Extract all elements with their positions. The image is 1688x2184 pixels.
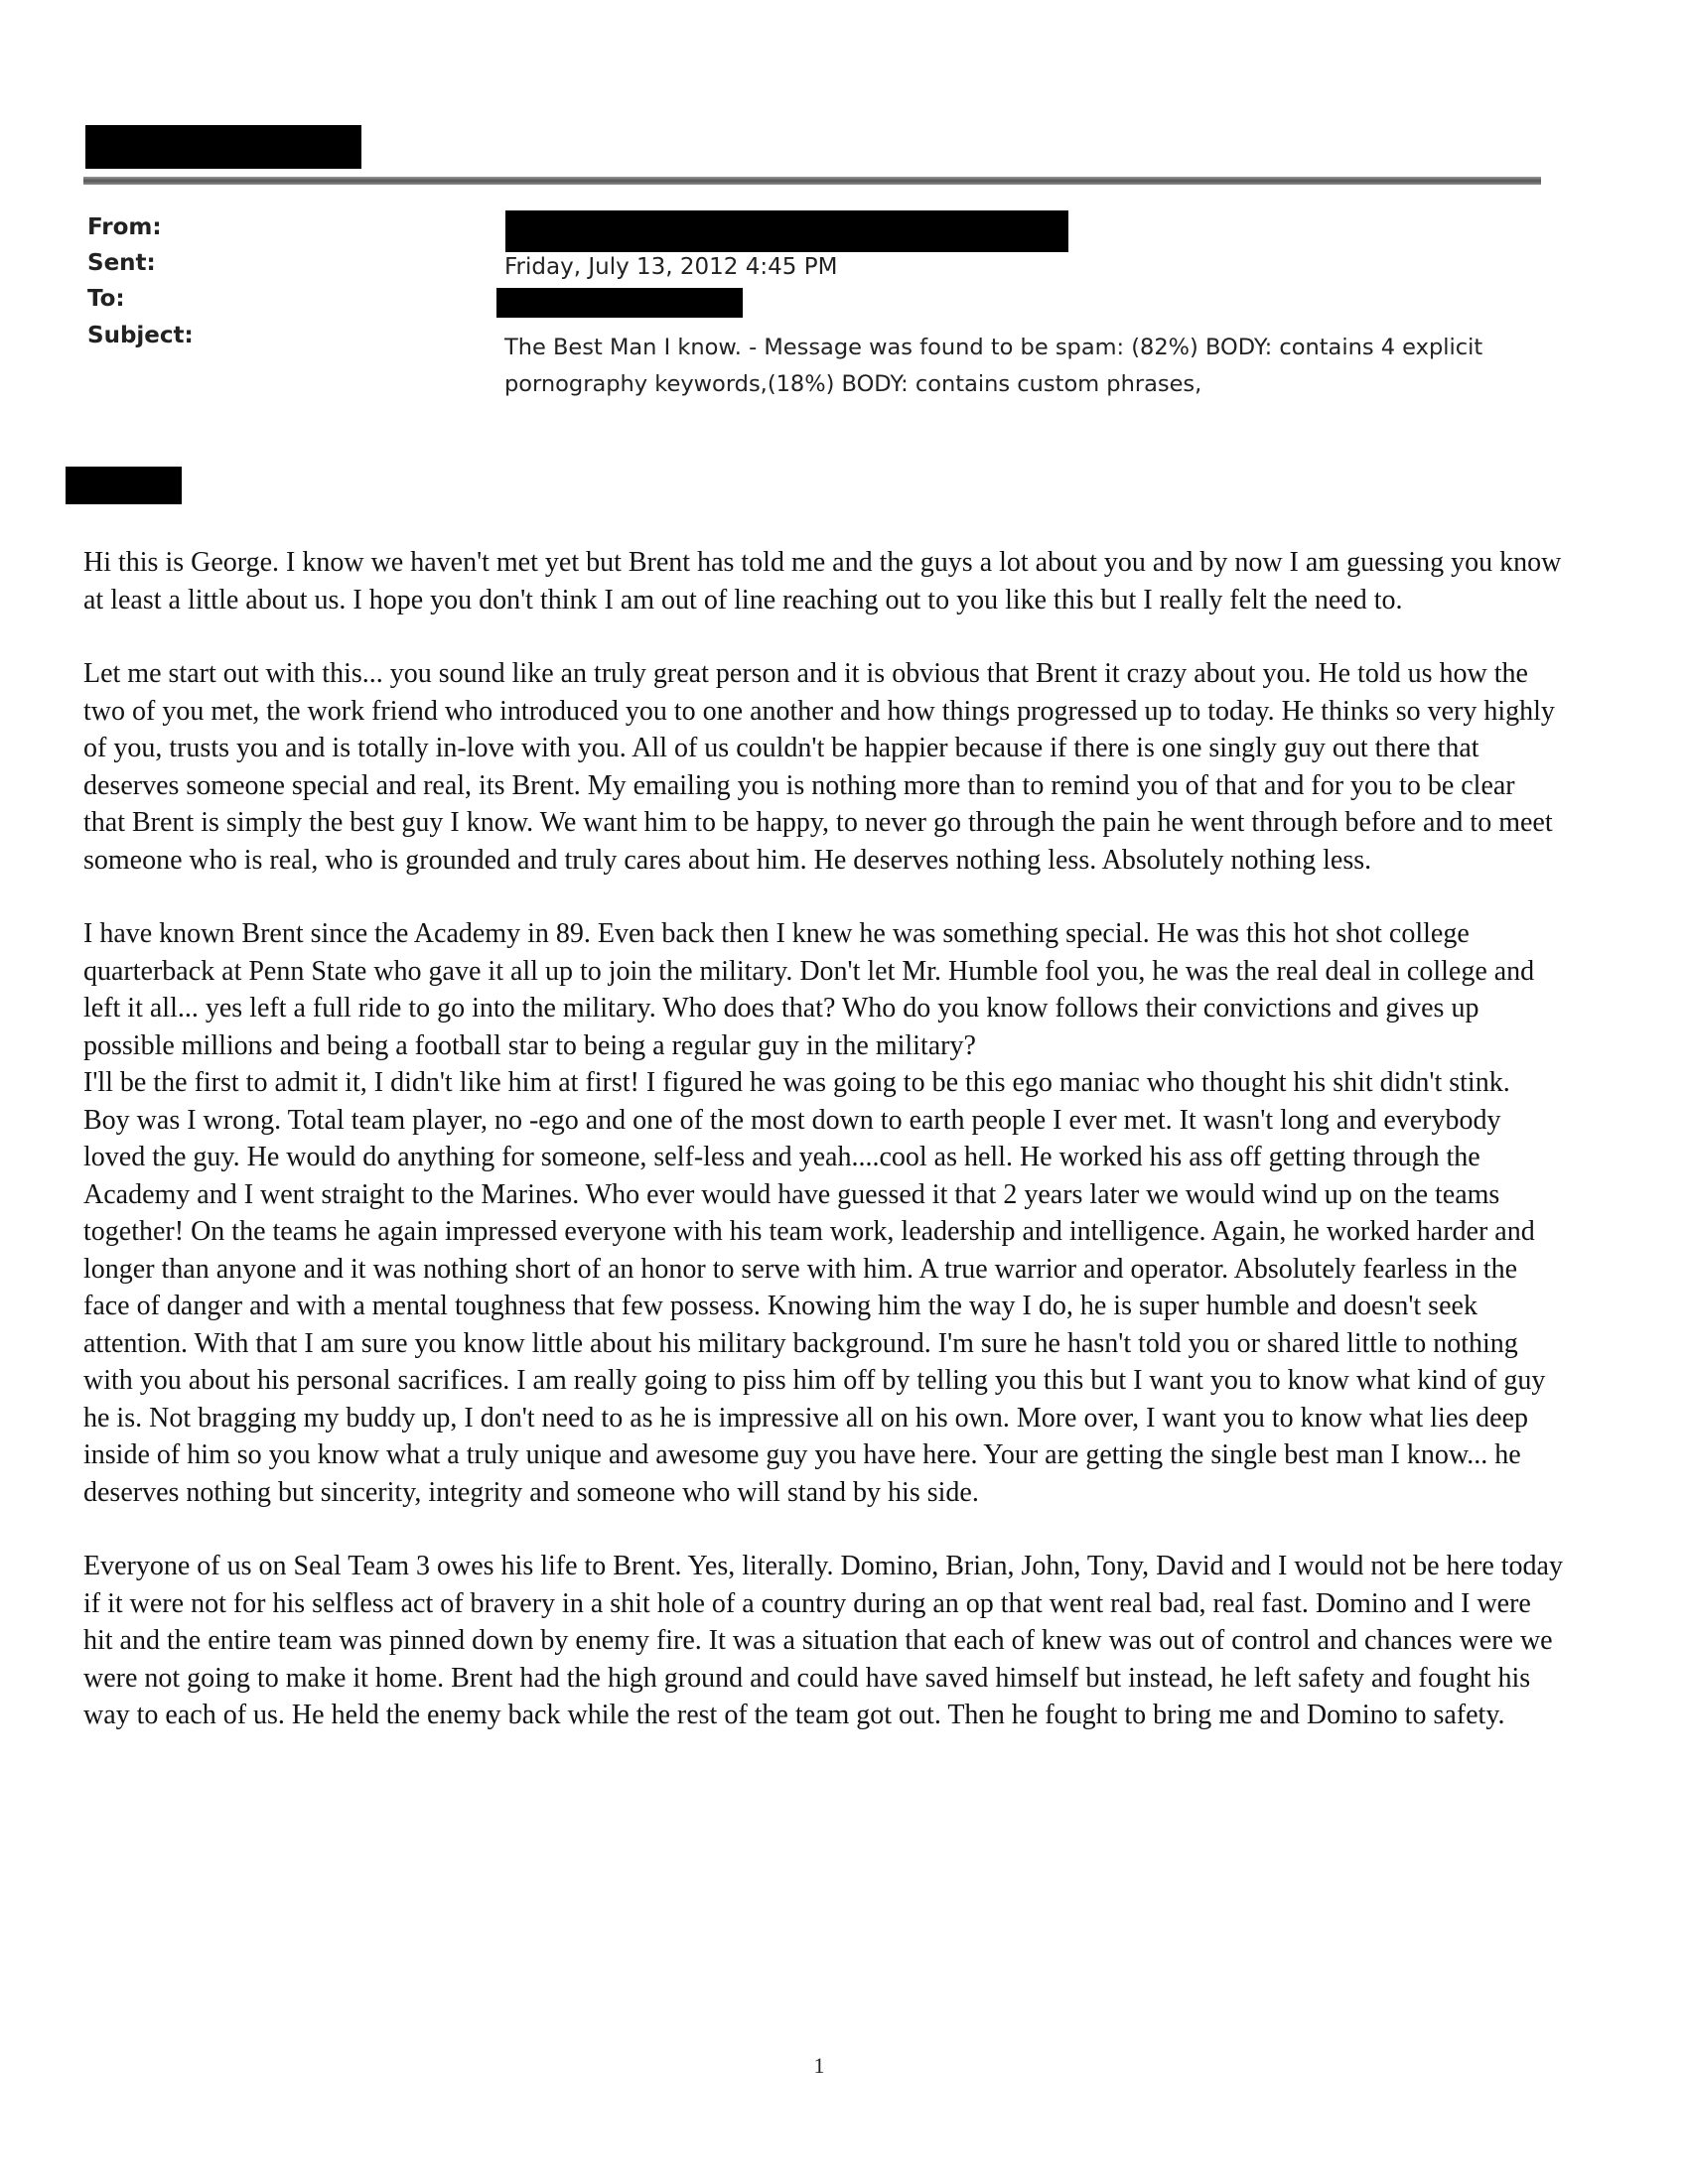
sent-value: Friday, July 13, 2012 4:45 PM: [504, 254, 838, 280]
subject-label: Subject:: [87, 323, 194, 348]
redaction-top-left: [85, 125, 361, 169]
from-label: From:: [87, 214, 162, 240]
paragraph-seal-team: Everyone of us on Seal Team 3 owes his life to Brent. Yes, literally. Domino, Brian, John, Tony, David and I would not be here today if it were not for his selfless act of bravery in a shit hole of a country during an op that went real bad, real fast. Domino and I were hit and the entire team was pinned down by enemy fire. It was a situation that each of knew was out of control and chances were we were not going to make it home. Brent had the high ground and could have saved himself but instead, he left safety and fought his way to each of us. He held the enemy back while the rest of the team got out. Then he fought to bring me and Domino to safety.: [83, 1551, 1563, 1730]
to-label: To:: [87, 286, 125, 312]
redaction-salutation: [66, 467, 182, 504]
subject-value: The Best Man I know. - Message was found to be spam: (82%) BODY: contains 4 explicit pornography keywords,(18%) BODY: contains custom phrases,: [504, 335, 1483, 397]
paragraph-first-impression: I'll be the first to admit it, I didn't like him at first! I figured he was going to be this ego maniac who thought his shit didn't stink. Boy was I wrong. Total team player, no -ego and one of the most down to earth people I ever met. It wasn't long and everybody loved the guy. He would do anything for someone, self-less and yeah....cool as hell. He worked his ass off getting through the Academy and I went straight to the Marines. Who ever would have guessed it that 2 years later we would wind up on the teams together! On the teams he again impressed everyone with his team work, leadership and intelligence. Again, he worked harder and longer than anyone and it was nothing short of an honor to serve with him. A true warrior and operator. Absolutely fearless in the face of danger and with a mental toughness that few possess. Knowing him the way I do, he is super humble and doesn't seek attention. With that I am sure you know little about his military background. I'm sure he hasn't told you or shared little to nothing with you about his personal sacrifices. I am really going to piss him off by telling you this but I want you to know what kind of guy he is. Not bragging my buddy up, I don't need to as he is impressive all on his own. More over, I want you to know what lies deep inside of him so you know what a truly unique and awesome guy you have here. Your are getting the single best man I know... he deserves nothing but sincerity, integrity and someone who will stand by his side.: [83, 1067, 1546, 1508]
page-number: 1: [813, 2053, 825, 2078]
header-divider: [83, 177, 1541, 185]
sent-label: Sent:: [87, 250, 156, 276]
paragraph-intro: Hi this is George. I know we haven't met yet but Brent has told me and the guys a lot about you and by now I am guessing you know at least a little about us. I hope you don't think I am out of line reaching out to you like this but I really felt the need to.: [83, 547, 1562, 615]
paragraph-start: Let me start out with this... you sound like an truly great person and it is obvious that Brent it crazy about you. He told us how the two of you met, the work friend who introduced you to one another and how things progressed up to today. He thinks so very highly of you, trusts you and is totally in-love with you. All of us couldn't be happier because if there is one singly guy out there that deserves someone special and real, its Brent. My emailing you is nothing more than to remind you of that and for you to be clear that Brent is simply the best guy I know. We want him to be happy, to never go through the pain he went through before and to meet someone who is real, who is grounded and truly cares about him. He deserves nothing less. Absolutely nothing less.: [83, 658, 1555, 876]
redaction-to: [496, 288, 743, 318]
paragraph-academy: I have known Brent since the Academy in 89. Even back then I knew he was something special. He was this hot shot college quarterback at Penn State who gave it all up to join the military. Don't let Mr. Humble fool you, he was the real deal in college and left it all... yes left a full ride to go into the military. Who does that? Who do you know follows their convictions and gives up possible millions and being a football star to being a regular guy in the military?: [83, 918, 1535, 1061]
redaction-from: [505, 210, 1068, 252]
letter-body: [83, 544, 1563, 1771]
